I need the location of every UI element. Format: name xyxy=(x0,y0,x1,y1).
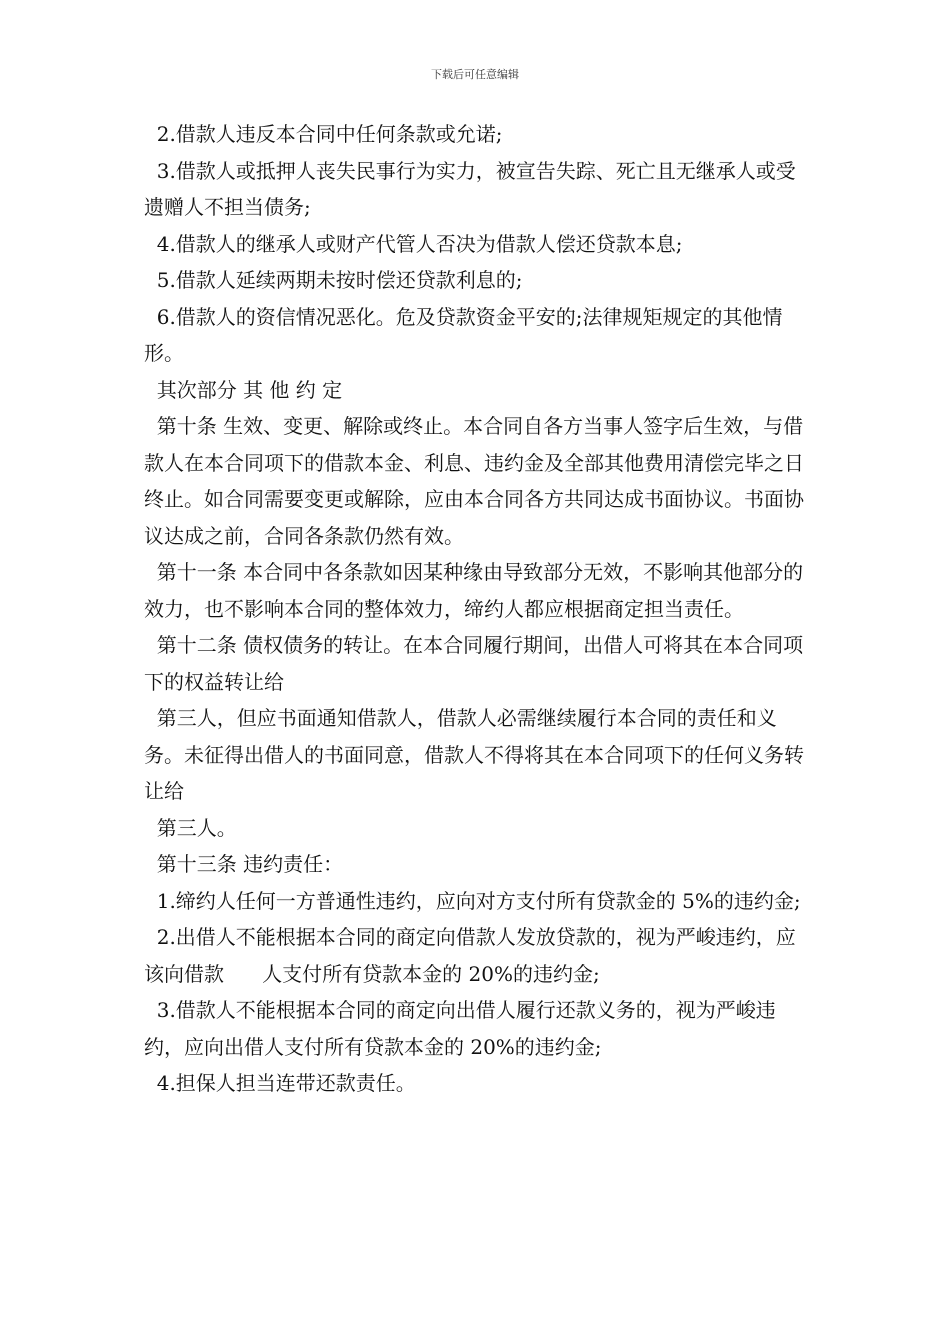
article-12-assignment: 第十二条 债权债务的转让。在本合同履行期间，出借人可将其在本合同项下的权益转让给 xyxy=(144,633,804,694)
clause-2-breach: 2.借款人违反本合同中任何条款或允诺; xyxy=(144,122,503,146)
article-10-effectiveness: 第十条 生效、变更、解除或终止。本合同自各方当事人签字后生效，与借款人在本合同项下的借款本金、利息、违约金及全部其他费用清偿完毕之日终止。如合同需要变更或解除，应由本合同各方共同达成书面协议。书面协议达成之前，合同各条款仍然有效。 xyxy=(144,414,804,548)
liability-item-1: 1.缔约人任何一方普通性违约，应向对方支付所有贷款金的 5%的违约金; xyxy=(144,888,801,913)
document-body xyxy=(144,116,808,1102)
clause-6-credit-deterioration: 6.借款人的资信情况恶化。危及贷款资金平安的;法律规矩规定的其他情形。 xyxy=(144,304,783,365)
article-12-third-party-end: 第三人。 xyxy=(144,815,237,840)
article-11-severability: 第十一条 本合同中各条款如因某种缘由导致部分无效，不影响其他部分的效力，也不影响本合同的整体效力，缔约人都应根据商定担当责任。 xyxy=(144,560,804,621)
liability-item-2: 2.出借人不能根据本合同的商定向借款人发放贷款的，视为严峻违约，应该向借款 人支付所有贷款本金的 20%的违约金; xyxy=(144,925,796,986)
clause-3-incapacity: 3.借款人或抵押人丧失民事行为实力，被宣告失踪、死亡且无继承人或受遗赠人不担当债务; xyxy=(144,158,796,219)
page-header: 下载后可任意编辑 xyxy=(431,68,519,81)
section-heading-other-terms: 其次部分 其 他 约 定 xyxy=(144,377,343,402)
clause-5-overdue-interest: 5.借款人延续两期未按时偿还贷款利息的; xyxy=(144,268,523,292)
liability-item-3: 3.借款人不能根据本合同的商定向出借人履行还款义务的，视为严峻违约，应向出借人支付所有贷款本金的 20%的违约金; xyxy=(144,998,776,1059)
article-12-third-party: 第三人，但应书面通知借款人，借款人必需继续履行本合同的责任和义务。未征得出借人的书面同意，借款人不得将其在本合同项下的任何义务转让给 xyxy=(144,706,804,803)
liability-item-4: 4.担保人担当连带还款责任。 xyxy=(144,1071,416,1095)
article-13-liability-heading: 第十三条 违约责任： xyxy=(144,852,344,876)
clause-4-heir-refusal: 4.借款人的继承人或财产代管人否决为借款人偿还贷款本息; xyxy=(144,231,683,256)
